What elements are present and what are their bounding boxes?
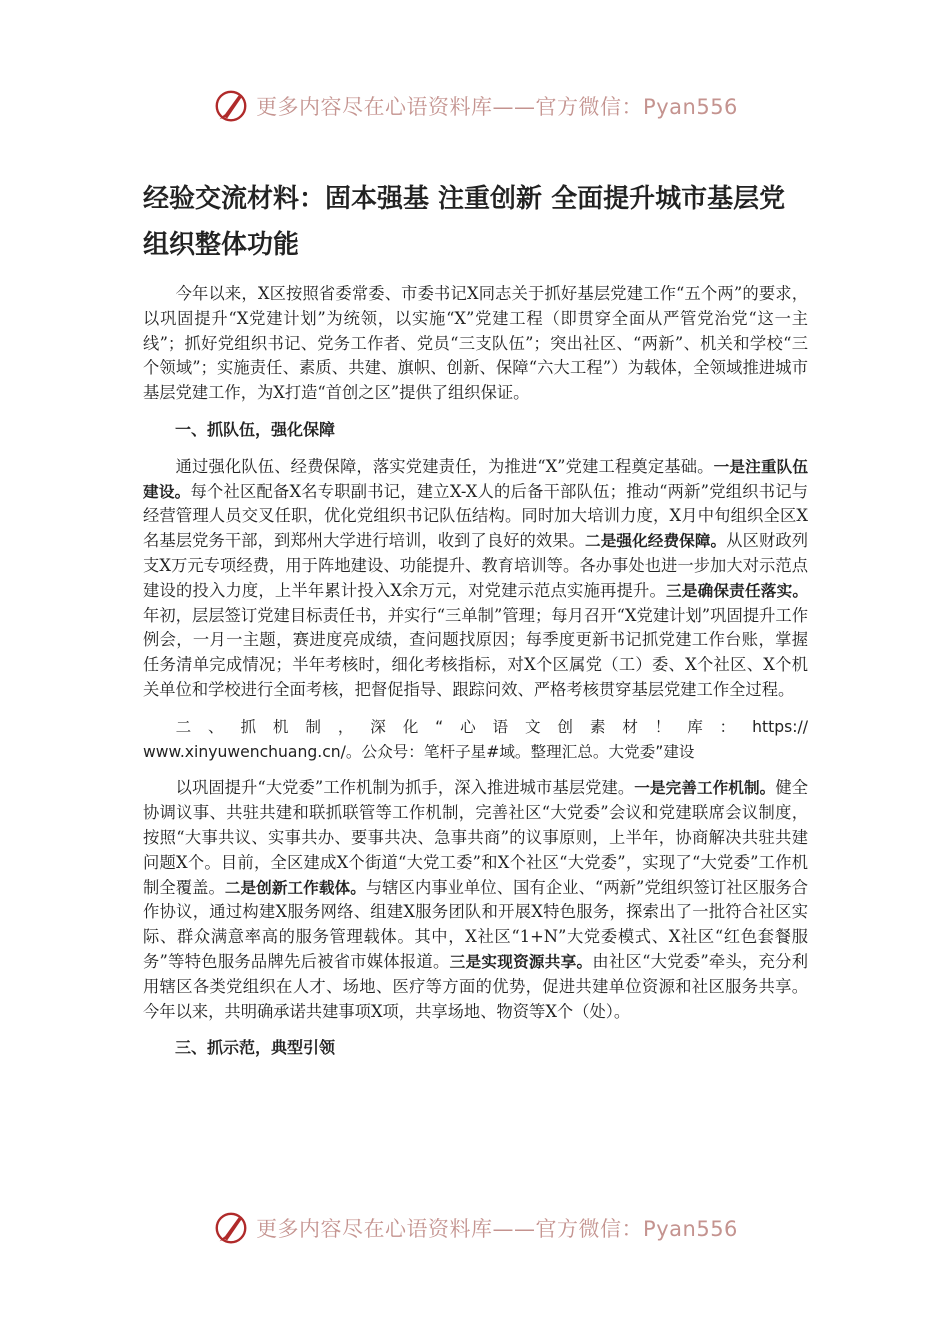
- banner-text: 更多内容尽在心语资料库——官方微信：Pyan556: [256, 1217, 738, 1241]
- brush-pen-icon: [212, 1209, 250, 1247]
- section-heading-1: 一、抓队伍，强化保障: [175, 419, 336, 439]
- point-1-2-text: 从区财政列支X万元专项经费，用于阵地建设、功能提升、教育培训等。各办事处也进一步加大对示范点建设的投入力度，上半年累计投入X余万元，对党建示范点实施再提升。: [143, 531, 808, 600]
- section-heading-2-line1: 二、抓机制，深化“心语文创素材！库：https://: [175, 717, 808, 736]
- header-banner: [0, 84, 950, 128]
- section-2-lead: 以巩固提升“大党委”工作机制为抓手，深入推进城市基层党建。: [175, 778, 635, 798]
- point-2-1-text: 健全协调议事、共驻共建和联抓联管等工作机制，完善社区“大党委”会议和党建联席会议制度，按照“大事共议、实事共办、要事共决、急事共商”的议事原则，上半年，协商解决共驻共建问题X个。目前，全区建成X个街道“大党工委”和X个社区“大党委”，实现了“大党委”工作机制全覆盖。: [143, 778, 808, 897]
- intro-paragraph: 今年以来，X区按照省委常委、市委书记X同志关于抓好基层党建工作“五个两”的要求，以巩固提升“X党建计划”为统领，以实施“X”党建工程（即贯穿全面从严管党治党“这一主线”；抓好党组织书记、党务工作者、党员“三支队伍”；突出社区、“两新”、机关和学校“三个领域”；实施责任、素质、共建、旗帜、创新、保障“六大工程”）为载体，全领域推进城市基层党建工作，为X打造“首创之区”提供了组织保证。: [143, 284, 808, 403]
- point-1-1-label: 一是注重队伍建设。: [143, 457, 808, 501]
- section-heading-2-line2: www.xinyuwenchuang.cn/。公众号：笔杆子星#域。整理汇总。大党委”建设: [143, 742, 695, 761]
- point-2-2-text: 与辖区内事业单位、国有企业、“两新”党组织签订社区服务合作协议，通过构建X服务网络、组建X服务团队和开展X特色服务，探索出了一批符合社区实际、群众满意率高的服务管理载体。其中，X社区“1+N”大党委模式、X社区“红色套餐服务”等特色服务品牌先后被省市媒体报道。: [143, 877, 808, 971]
- point-1-3-label: 三是确保责任落实。: [665, 581, 808, 600]
- section-1-lead: 通过强化队伍、经费保障，落实党建责任，为推进“X”党建工程奠定基础。: [175, 456, 714, 476]
- document-body: [143, 282, 808, 1073]
- point-2-3-label: 三是实现资源共享。: [449, 952, 593, 971]
- document-title: 经验交流材料：固本强基 注重创新 全面提升城市基层党组织整体功能: [143, 184, 786, 260]
- point-1-3-text: 年初，层层签订党建目标责任书，并实行“三单制”管理；每月召开“X党建计划”巩固提升工作例会，一月一主题，赛进度亮成绩，查问题找原因；每季度更新书记抓党建工作台账，掌握任务清单完成情况；半年考核时，细化考核指标，对X个区属党（工）委、X个社区、X个机关单位和学校进行全面考核，把督促指导、跟踪问效、严格考核贯穿基层党建工作全过程。: [143, 605, 808, 699]
- banner-text: 更多内容尽在心语资料库——官方微信：Pyan556: [256, 95, 738, 119]
- point-1-1-text: 每个社区配备X名专职副书记，建立X-X人的后备干部队伍；推动“两新”党组织书记与经营管理人员交叉任职，优化党组织书记队伍结构。同时加大培训力度，X月中旬组织全区X名基层党务干部，到郑州大学进行培训，收到了良好的效果。: [143, 481, 808, 551]
- point-2-3-text: 由社区“大党委”牵头，充分利用辖区各类党组织在人才、场地、医疗等方面的优势，促进共建单位资源和社区服务共享。今年以来，共明确承诺共建事项X项，共享场地、物资等X个（处）。: [143, 951, 808, 1021]
- section-heading-3: 三、抓示范，典型引领: [175, 1038, 336, 1058]
- footer-banner: [0, 1206, 950, 1250]
- brush-pen-icon: [212, 87, 250, 125]
- section-2-paragraph: [143, 776, 808, 1024]
- point-1-2-label: 二是强化经费保障。: [585, 532, 727, 551]
- point-2-2-label: 二是创新工作载体。: [224, 878, 366, 897]
- section-1-paragraph: [143, 455, 808, 703]
- point-2-1-label: 一是完善工作机制。: [634, 779, 776, 798]
